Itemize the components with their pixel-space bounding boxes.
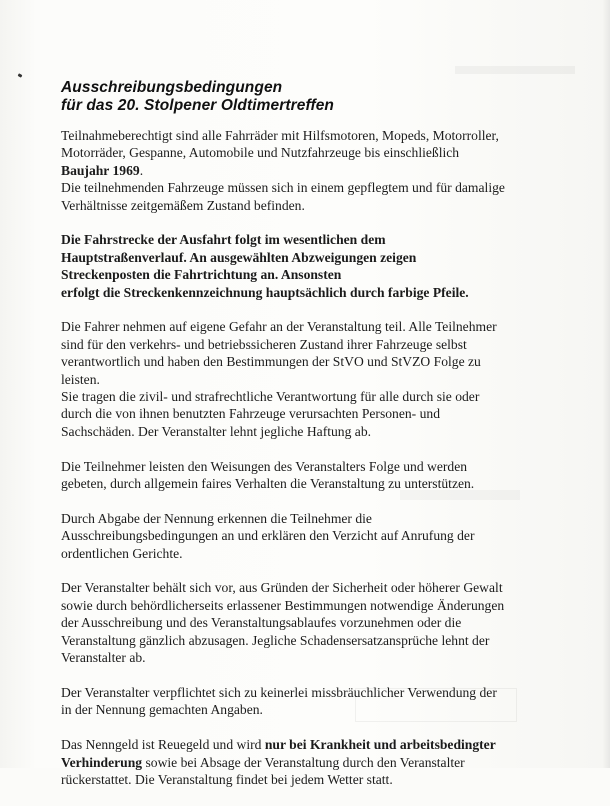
paragraph-data-use bbox=[61, 684, 601, 719]
text-line: Motorräder, Gespanne, Automobile und Nutzfahrzeuge bis einschließlich bbox=[61, 145, 460, 161]
text-line: Sie tragen die zivil- und strafrechtliche Verantwortung für alle durch sie oder bbox=[61, 389, 480, 405]
paragraph-eligibility bbox=[61, 127, 601, 214]
text-line: Veranstalter ab. bbox=[61, 650, 146, 666]
text-line: erfolgt die Streckenkennzeichnung hauptsächlich durch farbige Pfeile. bbox=[61, 284, 469, 300]
text-line: durch die von ihnen benutzten Fahrzeuge verursachten Personen- und bbox=[61, 406, 440, 422]
text-line: in der Nennung gemachten Angaben. bbox=[61, 702, 263, 718]
paragraph-fee bbox=[61, 736, 601, 788]
document-body bbox=[61, 127, 601, 806]
paragraph-instructions bbox=[61, 458, 601, 493]
text-line: Verhältnisse zeitgemäßem Zustand befinden. bbox=[61, 197, 305, 213]
text-line: Streckenposten die Fahrtrichtung an. Ansonsten bbox=[61, 267, 342, 283]
title-line-2: für das 20. Stolpener Oldtimertreffen bbox=[61, 97, 335, 114]
text-line: Der Veranstalter verpflichtet sich zu keinerlei missbräuchlicher Verwendung der bbox=[61, 684, 497, 700]
paragraph-route bbox=[61, 231, 601, 301]
scan-speck bbox=[18, 73, 23, 78]
text-line: ordentlichen Gerichte. bbox=[61, 545, 183, 561]
text-line: Ausschreibungsbedingungen an und erklären den Verzicht auf Anrufung der bbox=[61, 528, 475, 544]
paragraph-changes bbox=[61, 579, 601, 666]
text-line: Der Veranstalter behält sich vor, aus Gründen der Sicherheit oder höherer Gewalt bbox=[61, 580, 503, 596]
year-limit-suffix: . bbox=[139, 162, 144, 178]
text-line: Die Teilnehmer leisten den Weisungen des Veranstalters Folge und werden bbox=[61, 458, 468, 474]
text-line bbox=[61, 754, 601, 771]
text-line: Die Fahrer nehmen auf eigene Gefahr an der Veranstaltung teil. Alle Teilnehmer bbox=[61, 319, 497, 335]
title-line-1: Ausschreibungsbedingungen bbox=[61, 79, 283, 96]
text-line: verantwortlich und haben den Bestimmungen der StVO und StVZO Folge zu bbox=[61, 354, 481, 370]
text-line: Durch Abgabe der Nennung erkennen die Teilnehmer die bbox=[61, 510, 372, 526]
text-line: gebeten, durch allgemein faires Verhalten die Veranstaltung zu unterstützen. bbox=[61, 476, 475, 492]
text-line-year bbox=[61, 162, 601, 179]
text-line: sowie durch behördlicherseits erlassener Bestimmungen notwendige Änderungen bbox=[61, 597, 505, 613]
text-line: Die teilnehmenden Fahrzeuge müssen sich in einem gepflegtem und für damalige bbox=[61, 180, 505, 196]
text-line: Veranstaltung gänzlich abzusagen. Jegliche Schadensersatzansprüche lehnt der bbox=[61, 632, 490, 648]
text-line: Die Fahrstrecke der Ausfahrt folgt im wesentlichen dem bbox=[61, 232, 386, 248]
text-line: der Ausschreibung und des Veranstaltungsablaufes vorzunehmen oder die bbox=[61, 615, 462, 631]
text-line: leisten. bbox=[61, 371, 100, 387]
text-line: Sachschäden. Der Veranstalter lehnt jegliche Haftung ab. bbox=[61, 423, 372, 439]
text-line: sind für den verkehrs- und betriebssicheren Zustand ihrer Fahrzeuge selbst bbox=[61, 336, 467, 352]
document-title bbox=[61, 79, 334, 115]
paragraph-liability bbox=[61, 318, 601, 440]
text-line: rückerstattet. Die Veranstaltung findet bei jedem Wetter statt. bbox=[61, 771, 393, 787]
text-line: Teilnahmeberechtigt sind alle Fahrräder mit Hilfsmotoren, Mopeds, Motorroller, bbox=[61, 128, 499, 143]
fee-text-cont: sowie bei Absage der Veranstaltung durch den Veranstalter bbox=[142, 754, 465, 770]
year-limit: Baujahr 1969 bbox=[61, 162, 140, 178]
page-edge-shadow bbox=[602, 0, 610, 768]
fee-refund-condition-cont: Verhinderung bbox=[61, 754, 143, 770]
bleed-through-mark bbox=[455, 66, 575, 74]
text-line bbox=[61, 736, 601, 753]
text-line: Hauptstraßenverlauf. An ausgewählten Abzweigungen zeigen bbox=[61, 249, 417, 265]
paragraph-acceptance bbox=[61, 510, 601, 562]
fee-refund-condition: nur bei Krankheit und arbeitsbedingter bbox=[264, 737, 496, 753]
fee-text: Das Nenngeld ist Reuegeld und wird bbox=[61, 737, 265, 753]
